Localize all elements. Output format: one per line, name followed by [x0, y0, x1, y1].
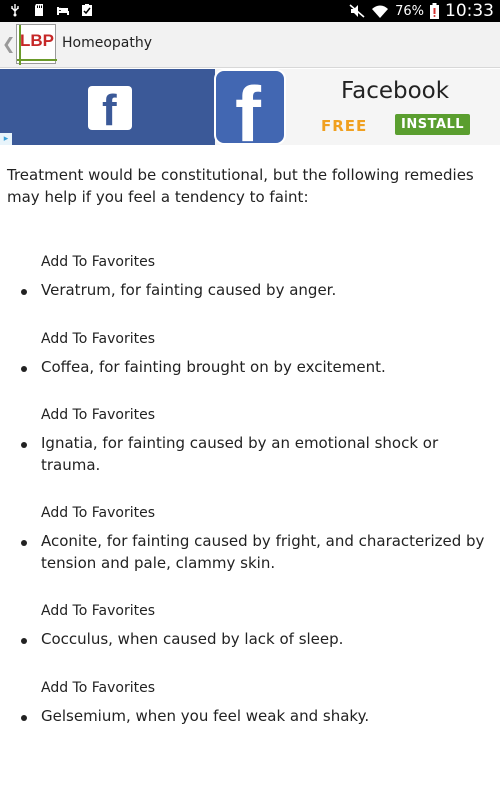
notification-icons: [8, 3, 94, 17]
article-content: [0, 146, 500, 800]
remedy-text: Ignatia, for fainting caused by an emotional shock or trauma.: [41, 434, 439, 474]
wifi-icon: [371, 3, 389, 19]
action-bar: [0, 22, 500, 68]
battery-icon: [430, 3, 439, 19]
bullet-icon: [21, 289, 27, 295]
usb-icon: [8, 3, 22, 17]
add-to-favorites-link[interactable]: Add To Favorites: [41, 407, 155, 423]
bullet-icon: [21, 715, 27, 721]
bed-icon: [56, 3, 70, 17]
ad-choices-icon[interactable]: ▸: [0, 133, 12, 145]
bullet-icon: [21, 442, 27, 448]
add-to-favorites-link[interactable]: Add To Favorites: [41, 603, 155, 619]
add-to-favorites-link[interactable]: Add To Favorites: [41, 505, 155, 521]
logo-stripe: [17, 59, 57, 61]
ad-install-button[interactable]: INSTALL: [395, 114, 470, 135]
add-to-favorites-link[interactable]: Add To Favorites: [41, 254, 155, 270]
ad-free-label: FREE: [321, 117, 368, 135]
ad-banner[interactable]: [0, 69, 500, 145]
app-logo[interactable]: [16, 24, 56, 64]
facebook-app-icon[interactable]: [214, 69, 286, 145]
bullet-icon: [21, 366, 27, 372]
system-status: [349, 0, 494, 22]
facebook-logo-letter: f: [102, 86, 117, 130]
bullet-icon: [21, 540, 27, 546]
app-title: Homeopathy: [62, 35, 153, 51]
ad-title[interactable]: Facebook: [341, 78, 450, 104]
remedy-text: Veratrum, for fainting caused by anger.: [41, 281, 337, 299]
ad-brand-panel[interactable]: [0, 69, 215, 145]
remedy-text: Aconite, for fainting caused by fright, and characterized by tension and pale, clammy skin.: [41, 532, 485, 572]
mute-icon: [349, 3, 365, 19]
facebook-logo-icon: [88, 86, 132, 130]
intro-paragraph: Treatment would be constitutional, but the following remedies may help if you feel a tendency to faint:: [7, 166, 474, 206]
add-to-favorites-link[interactable]: Add To Favorites: [41, 331, 155, 347]
facebook-app-letter: f: [235, 70, 261, 145]
battery-percent: 76%: [395, 3, 424, 19]
remedy-text: Coffea, for fainting brought on by excitement.: [41, 358, 386, 376]
bullet-icon: [21, 638, 27, 644]
logo-text: LBP: [20, 31, 54, 50]
back-chevron-icon[interactable]: ❮: [2, 34, 16, 53]
remedy-text: Cocculus, when caused by lack of sleep.: [41, 630, 344, 648]
sd-card-icon: [32, 3, 46, 17]
clock: 10:33: [445, 1, 494, 21]
add-to-favorites-link[interactable]: Add To Favorites: [41, 680, 155, 696]
remedy-text: Gelsemium, when you feel weak and shaky.: [41, 707, 370, 725]
clipboard-check-icon: [80, 3, 94, 17]
status-bar: [0, 0, 500, 22]
